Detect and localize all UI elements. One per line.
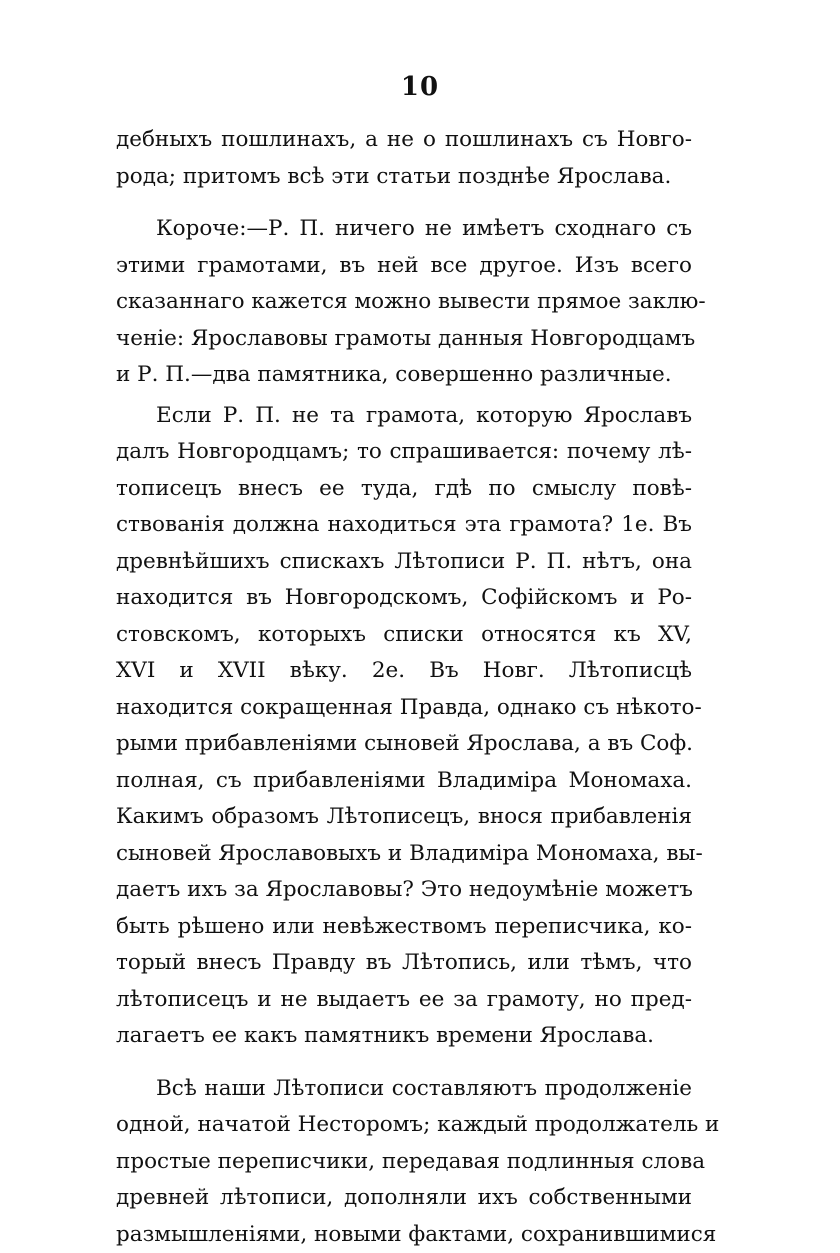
paragraph-3: [116, 398, 692, 1055]
text-line: Всѣ наши Лѣтописи составляютъ продолженіе: [116, 1071, 692, 1108]
text-line: рыми прибавленіями сыновей Ярослава, а въ Соф.: [116, 726, 692, 763]
text-line: лѣтописецъ и не выдаетъ ее за грамоту, но пред-: [116, 982, 692, 1019]
text-line: даетъ ихъ за Ярославовы? Это недоумѣніе можетъ: [116, 872, 692, 909]
text-line: стовскомъ, которыхъ списки относятся къ XV,: [116, 617, 692, 654]
text-line: размышленіями, новыми фактами, сохранившимися: [116, 1217, 692, 1253]
paragraph-4: [116, 1071, 692, 1253]
text-line: ствованія должна находиться эта грамота? 1е. Въ: [116, 507, 692, 544]
text-line: сыновей Ярославовыхъ и Владиміра Мономаха, вы-: [116, 836, 692, 873]
text-line: далъ Новгородцамъ; то спрашивается: почему лѣ-: [116, 434, 692, 471]
text-line: Если Р. П. не та грамота, которую Ярославъ: [116, 398, 692, 435]
text-line: Какимъ образомъ Лѣтописецъ, внося прибавленія: [116, 799, 692, 836]
text-line: древней лѣтописи, дополняли ихъ собственными: [116, 1180, 692, 1217]
text-line: XVI и XVII вѣку. 2е. Въ Новг. Лѣтописцѣ: [116, 653, 692, 690]
text-line: древнѣйшихъ спискахъ Лѣтописи Р. П. нѣтъ, она: [116, 544, 692, 581]
text-line: и Р. П.—два памятника, совершенно различные.: [116, 357, 692, 394]
text-line: дебныхъ пошлинахъ, а не о пошлинахъ съ Новго-: [116, 122, 692, 159]
text-line: простые переписчики, передавая подлинныя слова: [116, 1144, 692, 1181]
text-line: сказаннаго кажется можно вывести прямое заклю-: [116, 284, 692, 321]
text-line: ченіе: Ярославовы грамоты данныя Новгородцамъ: [116, 321, 692, 358]
text-line: полная, съ прибавленіями Владиміра Мономаха.: [116, 763, 692, 800]
text-line: быть рѣшено или невѣжествомъ переписчика, ко-: [116, 909, 692, 946]
text-line: торый внесъ Правду въ Лѣтопись, или тѣмъ, что: [116, 945, 692, 982]
text-line: лагаетъ ее какъ памятникъ времени Ярослава.: [116, 1018, 692, 1055]
paragraph-2: [116, 211, 692, 394]
text-line: этими грамотами, въ ней все другое. Изъ всего: [116, 248, 692, 285]
text-line: тописецъ внесъ ее туда, гдѣ по смыслу повѣ-: [116, 471, 692, 508]
text-line: рода; притомъ всѣ эти статьи позднѣе Ярослава.: [116, 159, 692, 196]
page-number: 10: [0, 72, 840, 102]
text-line: находится въ Новгородскомъ, Софійскомъ и Ро-: [116, 580, 692, 617]
text-column: [116, 122, 692, 1253]
text-line: находится сокращенная Правда, однако съ нѣкото-: [116, 690, 692, 727]
paragraph-1: [116, 122, 692, 195]
text-line: Короче:—Р. П. ничего не имѣетъ сходнаго съ: [116, 211, 692, 248]
text-line: одной, начатой Несторомъ; каждый продолжатель и: [116, 1107, 692, 1144]
